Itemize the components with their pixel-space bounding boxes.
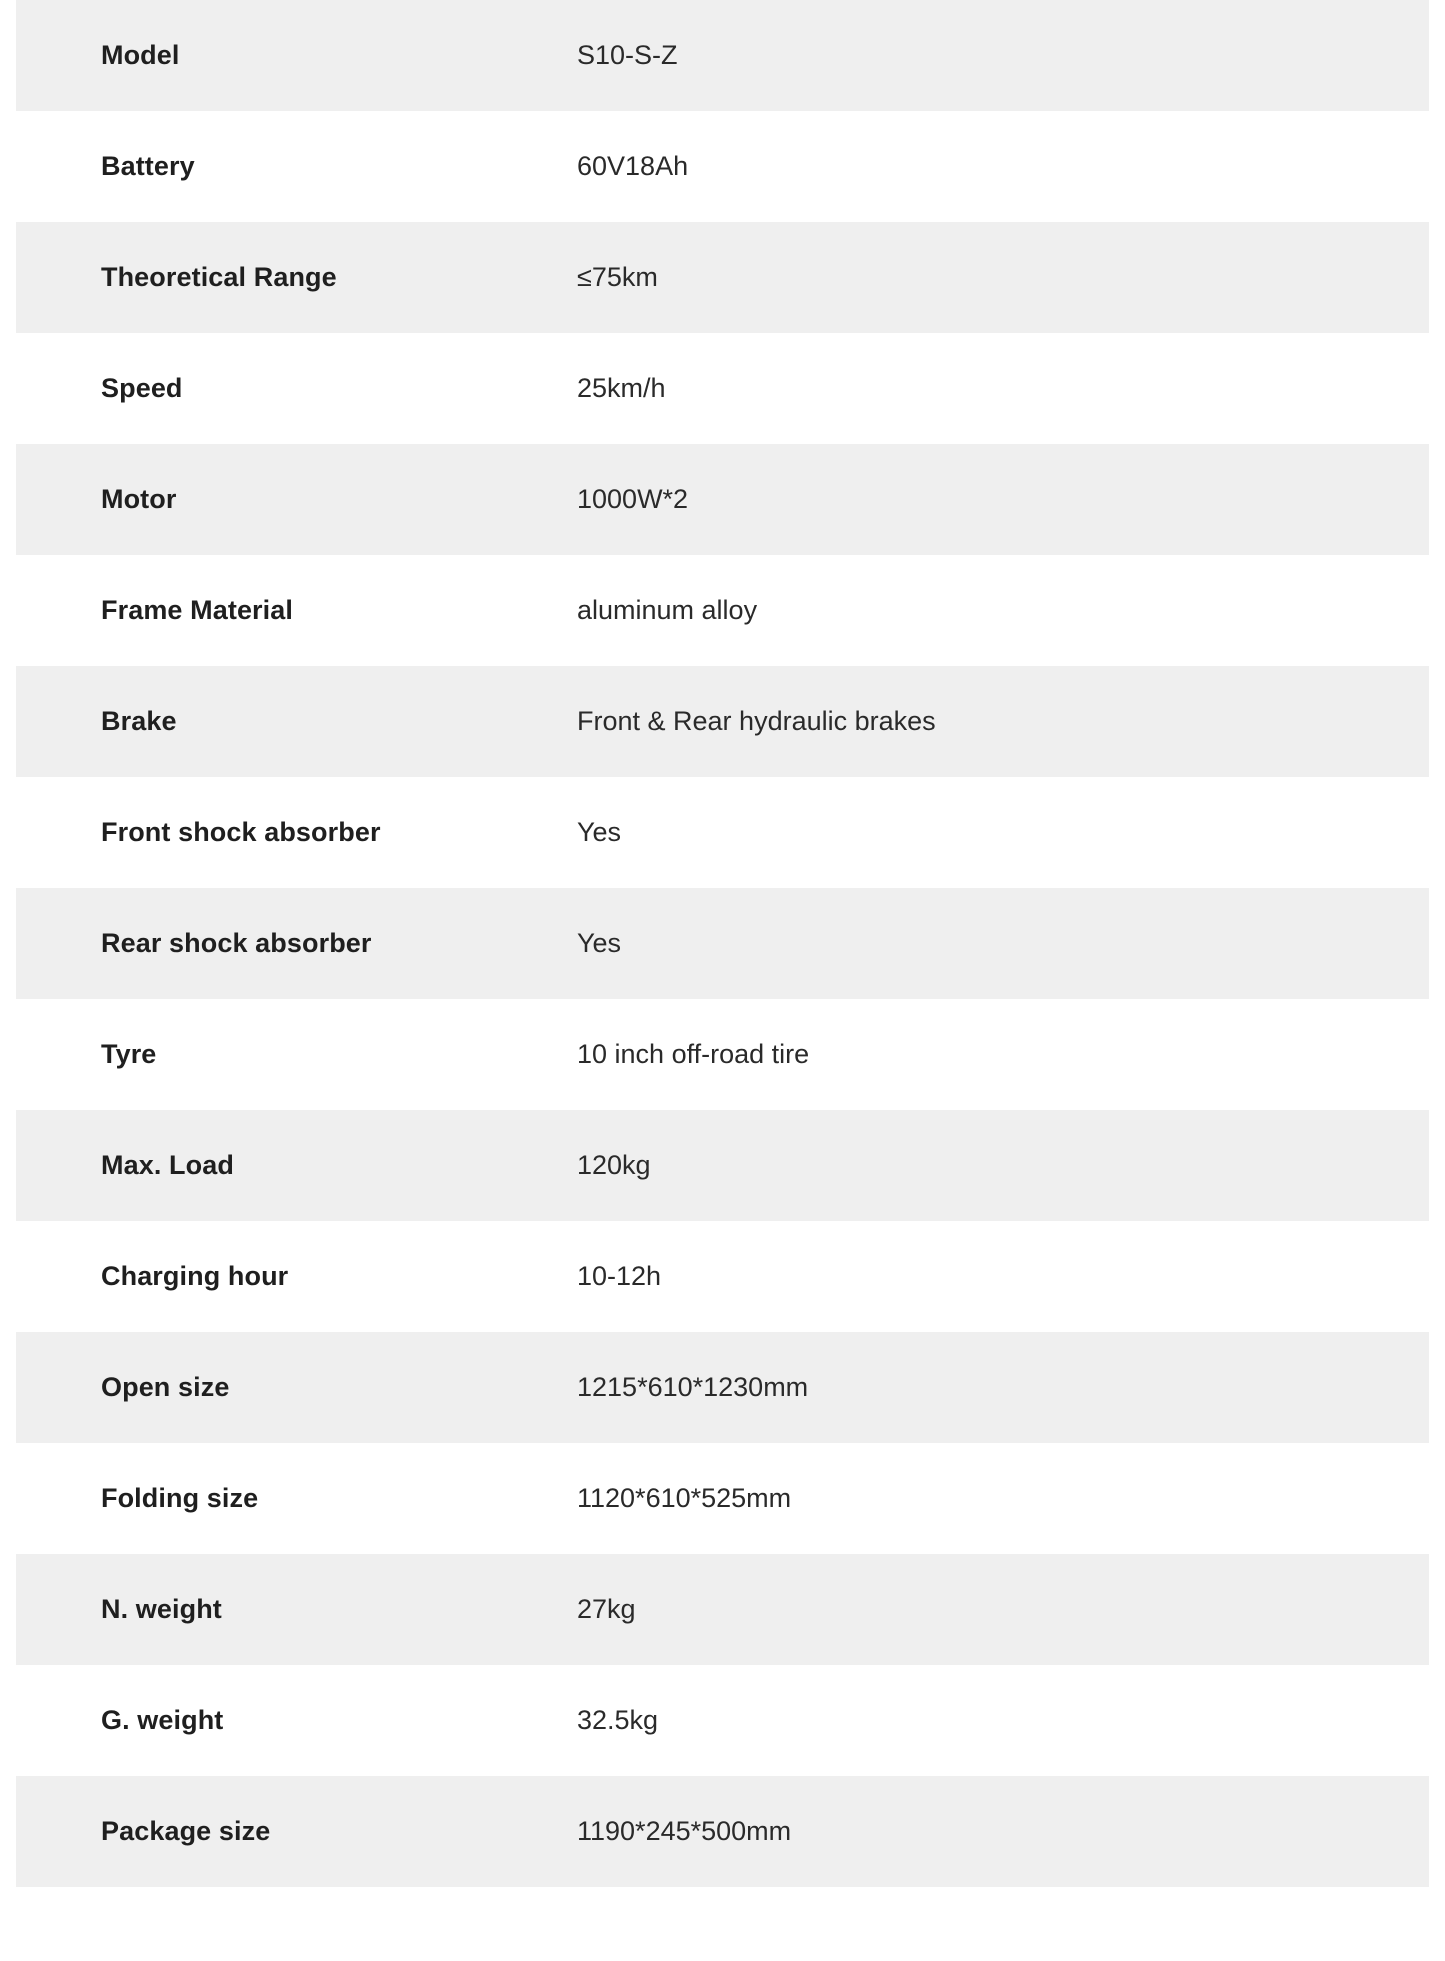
table-row xyxy=(16,1221,1429,1332)
spec-label: N. weight xyxy=(101,1594,222,1624)
spec-label: Open size xyxy=(101,1372,230,1402)
spec-label: Brake xyxy=(101,706,177,736)
table-row xyxy=(16,1554,1429,1665)
specification-table xyxy=(16,0,1429,1887)
spec-value: 1190*245*500mm xyxy=(577,1816,792,1846)
table-row xyxy=(16,333,1429,444)
table-row xyxy=(16,1332,1429,1443)
spec-label: Package size xyxy=(101,1816,271,1846)
table-row xyxy=(16,888,1429,999)
spec-label: Charging hour xyxy=(101,1261,289,1291)
spec-label: Rear shock absorber xyxy=(101,928,372,958)
spec-label: Frame Material xyxy=(101,595,293,625)
spec-value: aluminum alloy xyxy=(577,595,758,625)
table-row xyxy=(16,0,1429,111)
spec-value: Yes xyxy=(577,928,622,958)
spec-label: G. weight xyxy=(101,1705,224,1735)
table-row xyxy=(16,999,1429,1110)
table-row xyxy=(16,1665,1429,1776)
specification-table-body xyxy=(16,0,1429,1887)
spec-label: Max. Load xyxy=(101,1150,234,1180)
table-row xyxy=(16,1110,1429,1221)
spec-value: 10 inch off-road tire xyxy=(577,1039,810,1069)
spec-label: Tyre xyxy=(101,1039,157,1069)
table-row xyxy=(16,777,1429,888)
table-row xyxy=(16,1443,1429,1554)
table-row xyxy=(16,111,1429,222)
spec-value: 60V18Ah xyxy=(577,151,689,181)
spec-value: Yes xyxy=(577,817,622,847)
table-row xyxy=(16,1776,1429,1887)
spec-label: Model xyxy=(101,40,180,70)
spec-value: ≤75km xyxy=(577,262,658,292)
spec-label: Speed xyxy=(101,373,183,403)
spec-value: 10-12h xyxy=(577,1261,662,1291)
spec-label: Battery xyxy=(101,151,195,181)
spec-value: 1000W*2 xyxy=(577,484,689,514)
spec-value: Front & Rear hydraulic brakes xyxy=(577,706,936,736)
spec-label: Theoretical Range xyxy=(101,262,337,292)
table-row xyxy=(16,555,1429,666)
spec-value: 1120*610*525mm xyxy=(577,1483,792,1513)
spec-value: 32.5kg xyxy=(577,1705,659,1735)
table-row xyxy=(16,666,1429,777)
spec-label: Front shock absorber xyxy=(101,817,381,847)
spec-value: 1215*610*1230mm xyxy=(577,1372,809,1402)
spec-value: 120kg xyxy=(577,1150,651,1180)
spec-value: 27kg xyxy=(577,1594,636,1624)
spec-label: Folding size xyxy=(101,1483,259,1513)
spec-label: Motor xyxy=(101,484,177,514)
table-row xyxy=(16,444,1429,555)
spec-value: S10-S-Z xyxy=(577,40,678,70)
spec-value: 25km/h xyxy=(577,373,666,403)
table-row xyxy=(16,222,1429,333)
